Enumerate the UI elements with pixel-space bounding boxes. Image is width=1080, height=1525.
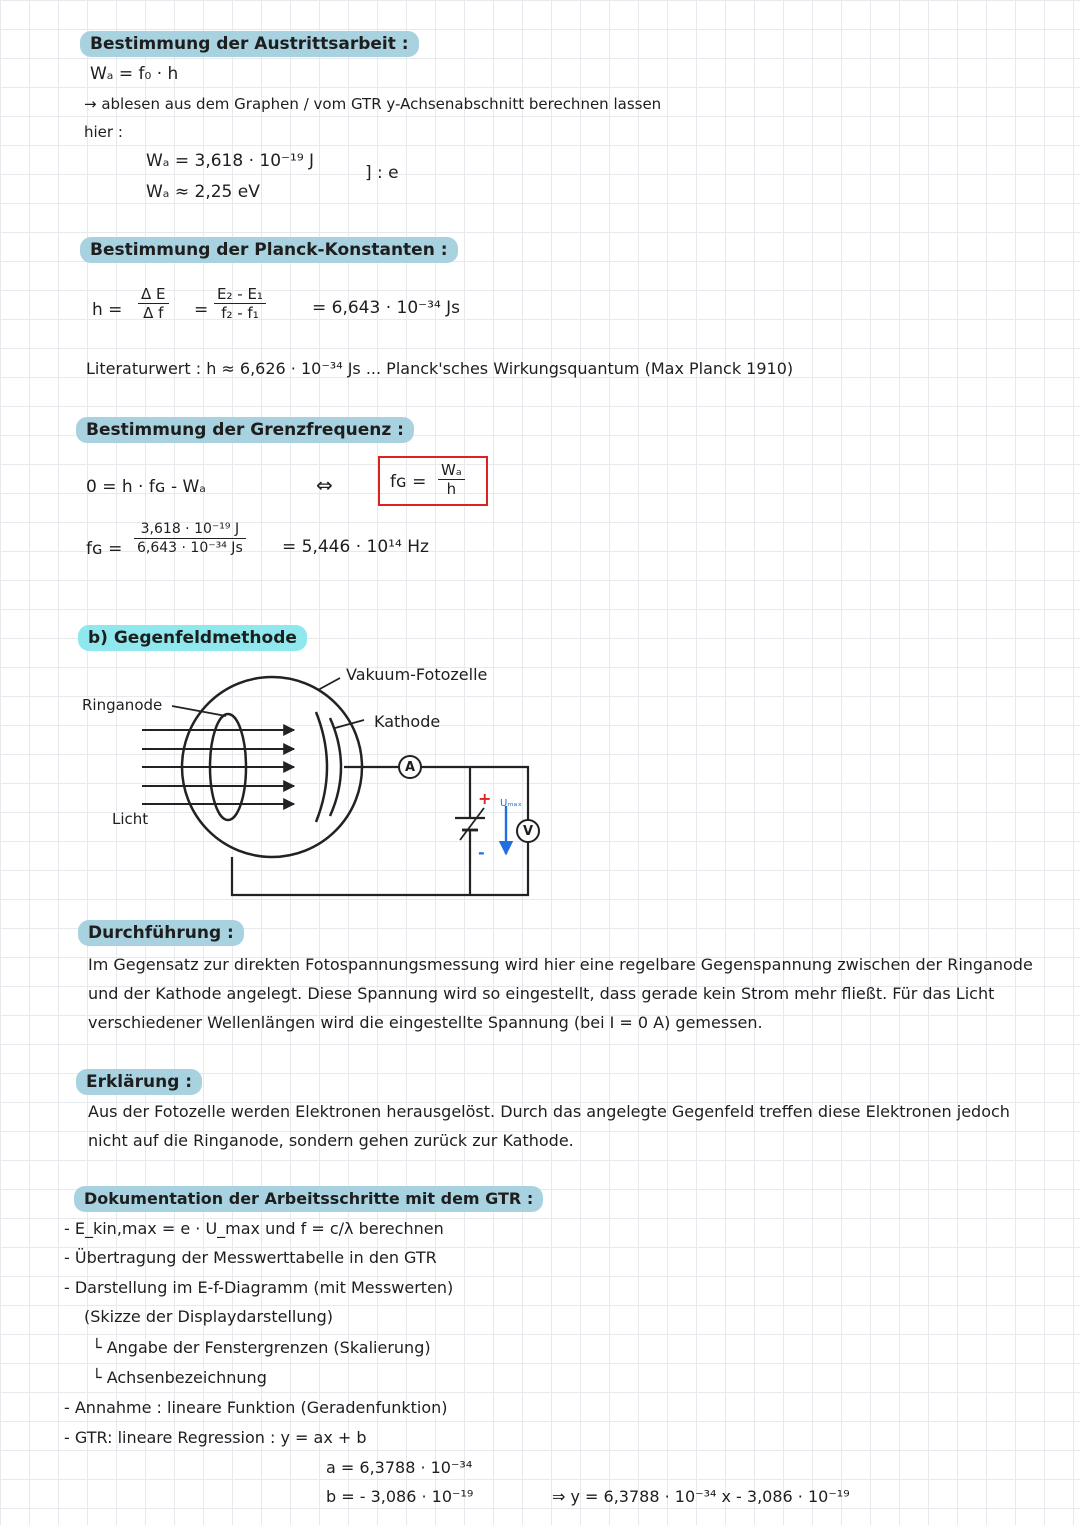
wa-ev: Wₐ ≈ 2,25 eV bbox=[146, 182, 260, 202]
label-kathode: Kathode bbox=[374, 712, 441, 731]
boxed-lhs: fɢ = bbox=[390, 472, 427, 492]
heading-durchfuehrung: Durchführung : bbox=[78, 920, 244, 946]
text-erklaerung: Aus der Fotozelle werden Elektronen herausgelöst. Durch das angelegte Gegenfeld treffen diese Elektronen jedoch nicht auf die Ringanode, sondern gehen zurück zur Kathode. bbox=[88, 1102, 1010, 1150]
plus-sign: + bbox=[478, 789, 492, 808]
regression-a: a = 6,3788 · 10⁻³⁴ bbox=[326, 1458, 473, 1477]
cathode-outer bbox=[316, 712, 327, 822]
doku-item-1: - E_kin,max = e · U_max und f = c/λ berechnen bbox=[64, 1219, 444, 1238]
boxed-numerator: Wₐ bbox=[438, 461, 465, 480]
formula-wa: Wₐ = f₀ · h bbox=[90, 64, 179, 84]
heading-grenzfrequenz: Bestimmung der Grenzfrequenz : bbox=[76, 417, 414, 443]
cathode bbox=[330, 718, 341, 816]
doku-item-8: - GTR: lineare Regression : y = ax + b bbox=[64, 1428, 367, 1447]
label-ringanode: Ringanode bbox=[82, 696, 163, 714]
regression-result: ⇒ y = 6,3788 · 10⁻³⁴ x - 3,086 · 10⁻¹⁹ bbox=[552, 1487, 850, 1506]
doku-item-7: - Annahme : lineare Funktion (Geradenfunktion) bbox=[64, 1398, 448, 1417]
fg-result: = 5,446 · 10¹⁴ Hz bbox=[282, 537, 429, 557]
doku-item-4: (Skizze der Displaydarstellung) bbox=[84, 1307, 334, 1326]
fraction-delta-numerator: Δ E bbox=[138, 285, 169, 304]
minus-sign: - bbox=[478, 843, 485, 862]
fraction-energy-denominator: f₂ - f₁ bbox=[221, 304, 259, 322]
fg-denominator: 6,643 · 10⁻³⁴ Js bbox=[137, 540, 243, 556]
fg-numerator: 3,618 · 10⁻¹⁹ J bbox=[134, 520, 246, 539]
label-licht: Licht bbox=[112, 810, 149, 828]
doku-item-3: - Darstellung im E-f-Diagramm (mit Messwerten) bbox=[64, 1278, 454, 1297]
planck-result: = 6,643 · 10⁻³⁴ Js bbox=[312, 298, 461, 318]
fg-label: fɢ = bbox=[86, 539, 123, 559]
planck-equals: = bbox=[194, 300, 209, 320]
doku-item-6: └ Achsenbezeichnung bbox=[92, 1368, 267, 1387]
heading-dokumentation: Dokumentation der Arbeitsschritte mit dem GTR : bbox=[74, 1186, 543, 1212]
boxed-denominator: h bbox=[446, 480, 457, 498]
leader-vakuum bbox=[318, 678, 340, 690]
planck-h-label: h = bbox=[92, 300, 123, 320]
fraction-delta-denominator: Δ f bbox=[143, 304, 164, 322]
voltmeter-label: V bbox=[523, 824, 534, 839]
doku-item-2: - Übertragung der Messwerttabelle in den GTR bbox=[64, 1248, 437, 1267]
heading-austrittsarbeit: Bestimmung der Austrittsarbeit : bbox=[80, 31, 419, 57]
grenz-equation: 0 = h · fɢ - Wₐ bbox=[86, 477, 206, 497]
heading-planck: Bestimmung der Planck-Konstanten : bbox=[80, 237, 458, 263]
heading-gegenfeldmethode: b) Gegenfeldmethode bbox=[78, 625, 307, 651]
equivalence-arrow: ⇔ bbox=[316, 473, 333, 497]
note-ablesen: → ablesen aus dem Graphen / vom GTR y-Achsenabschnitt berechnen lassen bbox=[84, 95, 662, 113]
divide-by-e: ] : e bbox=[365, 163, 399, 183]
literaturwert: Literaturwert : h ≈ 6,626 · 10⁻³⁴ Js ... Planck'sches Wirkungsquantum (Max Planck 1910) bbox=[86, 359, 794, 378]
doku-item-5: └ Angabe der Fenstergrenzen (Skalierung) bbox=[92, 1338, 431, 1357]
heading-erklaerung: Erklärung : bbox=[76, 1069, 202, 1095]
ammeter-label: A bbox=[405, 760, 416, 775]
text-durchfuehrung: Im Gegensatz zur direkten Fotospannungsmessung wird hier eine regelbare Gegenspannung zwischen der Ringanode und der Kathode angelegt. Diese Spannung wird so eingestellt, dass gerade kein Strom mehr fließt. Für das Licht verschiedener Wellenlängen wird die eingestellte Spannung (bei I = 0 A) gemessen. bbox=[88, 955, 1033, 1032]
regression-b: b = - 3,086 · 10⁻¹⁹ bbox=[326, 1487, 474, 1506]
label-hier: hier : bbox=[84, 123, 123, 141]
umax-label: Uₘₐₓ bbox=[500, 798, 522, 809]
light-rays bbox=[142, 730, 294, 804]
wa-joule: Wₐ = 3,618 · 10⁻¹⁹ J bbox=[146, 151, 315, 171]
fraction-energy-numerator: E₂ - E₁ bbox=[214, 285, 266, 304]
label-vakuum-fotozelle: Vakuum-Fotozelle bbox=[346, 665, 488, 684]
